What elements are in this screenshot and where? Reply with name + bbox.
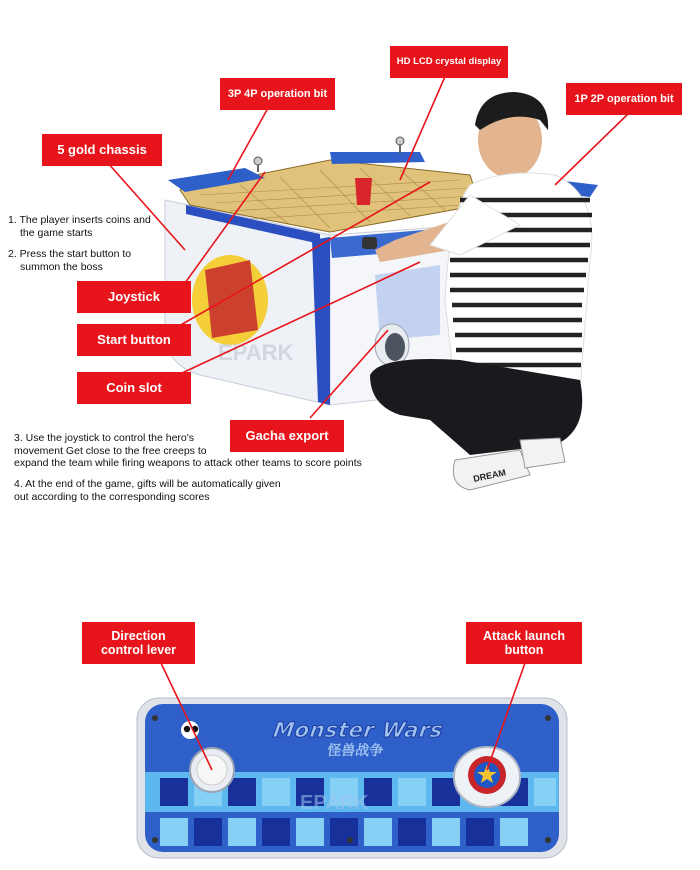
step-3 (14, 432, 414, 470)
label-gacha-export: Gacha export (230, 420, 344, 452)
label-gold-chassis: 5 gold chassis (42, 134, 162, 166)
label-direction-line1: Direction (111, 628, 166, 643)
label-attack-line2: button (504, 643, 544, 657)
label-1p2p-operation-bit: 1P 2P operation bit (566, 83, 682, 115)
step-2-line1: 2. Press the start button to (8, 248, 132, 260)
step-3-line1: 3. Use the joystick to control the hero's (14, 432, 195, 444)
step-1 (8, 214, 168, 239)
label-3p4p-operation-bit: 3P 4P operation bit (220, 78, 335, 110)
step-3-line3: expand the team while firing weapons to attack other teams to score points (14, 457, 362, 470)
svg-text:DREAM: DREAM (472, 467, 507, 484)
step-1-line2: the game starts (20, 226, 93, 239)
step-4-line1: 4. At the end of the game, gifts will be automatically given (14, 478, 281, 490)
step-4-line2: out according to the corresponding scores (14, 490, 210, 503)
label-joystick: Joystick (77, 281, 191, 313)
label-direction-line2: control lever (100, 643, 177, 657)
label-start-button: Start button (77, 324, 191, 356)
label-hd-lcd-display: HD LCD crystal display (390, 46, 508, 78)
step-2-line2: summon the boss (20, 260, 103, 273)
label-direction-control-lever (82, 622, 195, 664)
step-2 (8, 248, 168, 273)
panel-logo-title: Monster Wars (271, 718, 445, 742)
step-3-line2: movement Get close to the free creeps to (14, 444, 207, 457)
label-coin-slot: Coin slot (77, 372, 191, 404)
svg-text:EPARK: EPARK (218, 340, 294, 365)
step-1-line1: 1. The player inserts coins and (8, 214, 151, 226)
label-attack-line1: Attack launch (483, 628, 565, 643)
panel-logo-subtitle: 怪兽战争 (326, 743, 385, 759)
label-attack-launch-button (466, 622, 582, 664)
step-4 (14, 478, 334, 503)
panel-logo (259, 718, 455, 760)
panel-watermark: EPARK (300, 792, 369, 814)
